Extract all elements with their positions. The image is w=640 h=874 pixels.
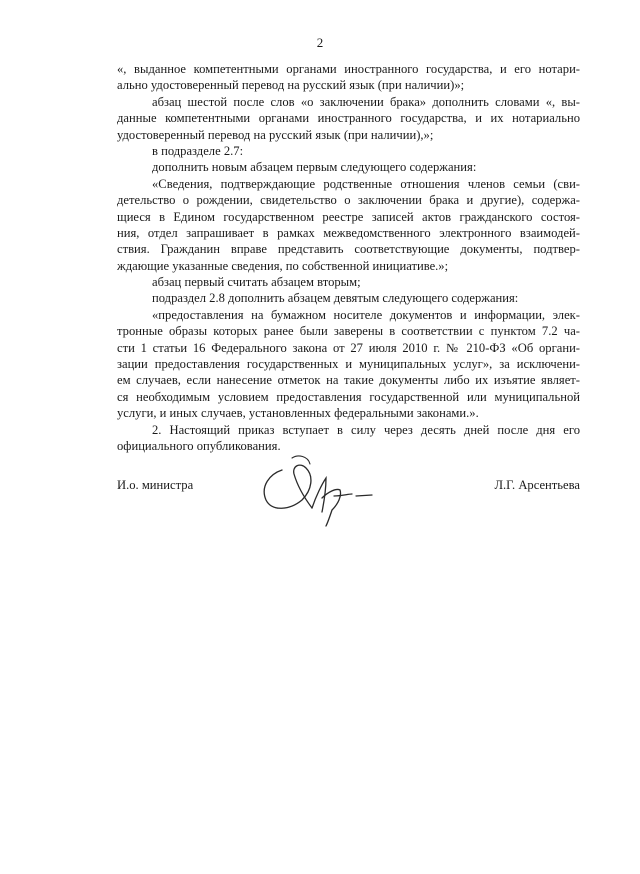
- page-number: 2: [316, 35, 324, 50]
- text-line: ся необходимым условием предоставления государственной или муниципальной: [117, 389, 580, 404]
- text-line: 2. Настоящий приказ вступает в силу через десять дней после дня его: [152, 422, 580, 437]
- text-line: дополнить новым абзацем первым следующего содержания:: [152, 160, 477, 175]
- text-line: данные компетентными органами иностранного государства, и их нотариально: [117, 111, 580, 126]
- text-line: услуги, и иных случаев, установленных федеральными законами.».: [117, 406, 479, 421]
- text-line: тронные образы которых ранее были заверены в соответствии с пунктом 7.2 ча-: [117, 324, 580, 339]
- text-line: щиеся в Едином государственном реестре записей актов гражданского состоя-: [117, 209, 580, 224]
- text-line: «Сведения, подтверждающие родственные отношения членов семьи (сви-: [152, 176, 580, 191]
- text-line: удостоверенный перевод на русский язык (при наличии),»;: [117, 127, 434, 142]
- signatory-name: Л.Г. Арсентьева: [494, 478, 580, 492]
- text-line: ния, отдел запрашивает в рамках межведомственного электронного взаимодей-: [117, 225, 580, 240]
- text-line: абзац шестой после слов «о заключении брака» дополнить словами «, вы-: [152, 94, 580, 109]
- signatory-title: И.о. министра: [117, 478, 194, 492]
- text-line: абзац первый считать абзацем вторым;: [152, 275, 361, 290]
- text-line: «предоставления на бумажном носителе документов и информации, элек-: [152, 307, 580, 322]
- text-line: официального опубликования.: [117, 438, 281, 453]
- text-line: зации предоставления государственных и муниципальных услуг», за исключени-: [117, 357, 580, 372]
- text-line: «, выданное компетентными органами иностранного государства, и его нотари-: [117, 62, 580, 76]
- text-line: ждающие указанные сведения, по собственной инициативе.»;: [117, 258, 449, 273]
- handwritten-signature: [252, 448, 382, 528]
- text-line: ем случаев, если нанесение отметок на такие документы либо их изъятие являет-: [117, 373, 580, 388]
- text-line: ствия. Гражданин вправе представить соответствующие документы, подтвер-: [117, 242, 580, 257]
- text-line: сти 1 статьи 16 Федерального закона от 27 июля 2010 г. № 210-ФЗ «Об органи-: [117, 340, 580, 355]
- text-line: детельство о рождении, свидетельство о заключении брака и другие), содержа-: [117, 193, 580, 208]
- text-line: в подразделе 2.7:: [152, 143, 244, 158]
- text-line: подраздел 2.8 дополнить абзацем девятым следующего содержания:: [152, 291, 519, 306]
- signature-block: [117, 448, 580, 528]
- document-body: [117, 61, 580, 454]
- text-line: ально удостоверенный перевод на русский язык (при наличии)»;: [117, 78, 465, 93]
